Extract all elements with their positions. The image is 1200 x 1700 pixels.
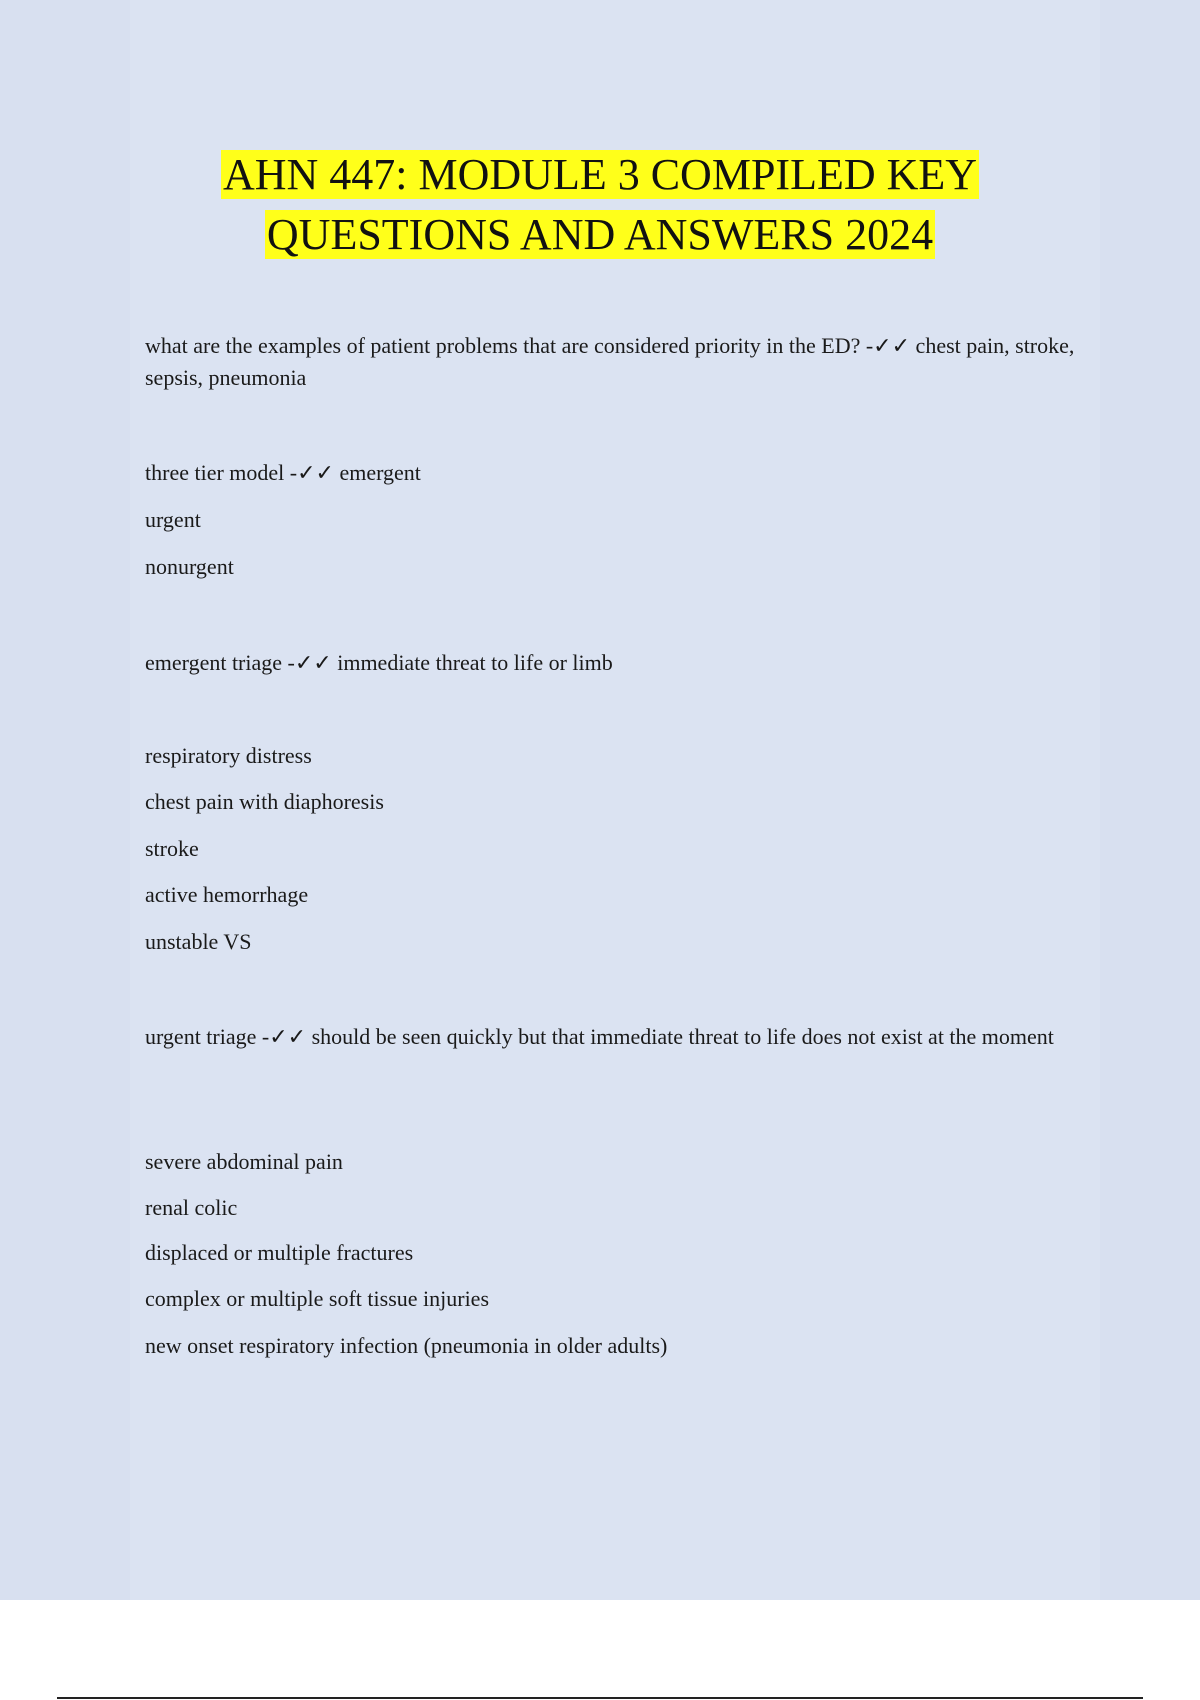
list-item <box>145 1192 1075 1224</box>
list-item-text: unstable VS <box>145 929 252 954</box>
list-item-text: nonurgent <box>145 554 234 579</box>
list-item <box>145 926 1075 958</box>
list-item <box>145 740 1075 772</box>
list-item <box>145 879 1075 911</box>
list-item-text: renal colic <box>145 1195 238 1220</box>
list-item-text: active hemorrhage <box>145 882 309 907</box>
list-item <box>145 504 1075 536</box>
list-item <box>145 786 1075 818</box>
list-item <box>145 551 1075 583</box>
list-item-text: severe abdominal pain <box>145 1149 343 1174</box>
title-line-1: AHN 447: MODULE 3 COMPILED KEY <box>222 150 978 199</box>
list-item-text: urgent <box>145 507 201 532</box>
list-item-text: stroke <box>145 836 199 861</box>
list-item-text: chest pain with diaphoresis <box>145 789 384 814</box>
qa-entry-priority-problems <box>145 330 1075 394</box>
list-item-text: displaced or multiple fractures <box>145 1240 414 1265</box>
qa-text: emergent triage -✓✓ immediate threat to life or limb <box>145 650 613 675</box>
list-item <box>145 1237 1075 1269</box>
list-item-text: respiratory distress <box>145 743 312 768</box>
page-divider <box>57 1697 1143 1699</box>
qa-entry-three-tier-model <box>145 457 1075 489</box>
list-item <box>145 1330 1075 1362</box>
qa-entry-emergent-triage <box>145 647 1075 679</box>
title-line-2: QUESTIONS AND ANSWERS 2024 <box>266 210 934 259</box>
qa-text: urgent triage -✓✓ should be seen quickly but that immediate threat to life does not exist at the moment <box>145 1024 1054 1049</box>
list-item-text: complex or multiple soft tissue injuries <box>145 1286 490 1311</box>
qa-entry-urgent-triage <box>145 1021 1075 1053</box>
qa-text: what are the examples of patient problems that are considered priority in the ED? -✓✓ chest pain, stroke, sepsis, pneumonia <box>145 333 1075 390</box>
list-item-text: new onset respiratory infection (pneumonia in older adults) <box>145 1333 668 1358</box>
document-title <box>0 145 1200 265</box>
list-item <box>145 833 1075 865</box>
qa-text: three tier model -✓✓ emergent <box>145 460 421 485</box>
list-item <box>145 1283 1075 1315</box>
list-item <box>145 1146 1075 1178</box>
